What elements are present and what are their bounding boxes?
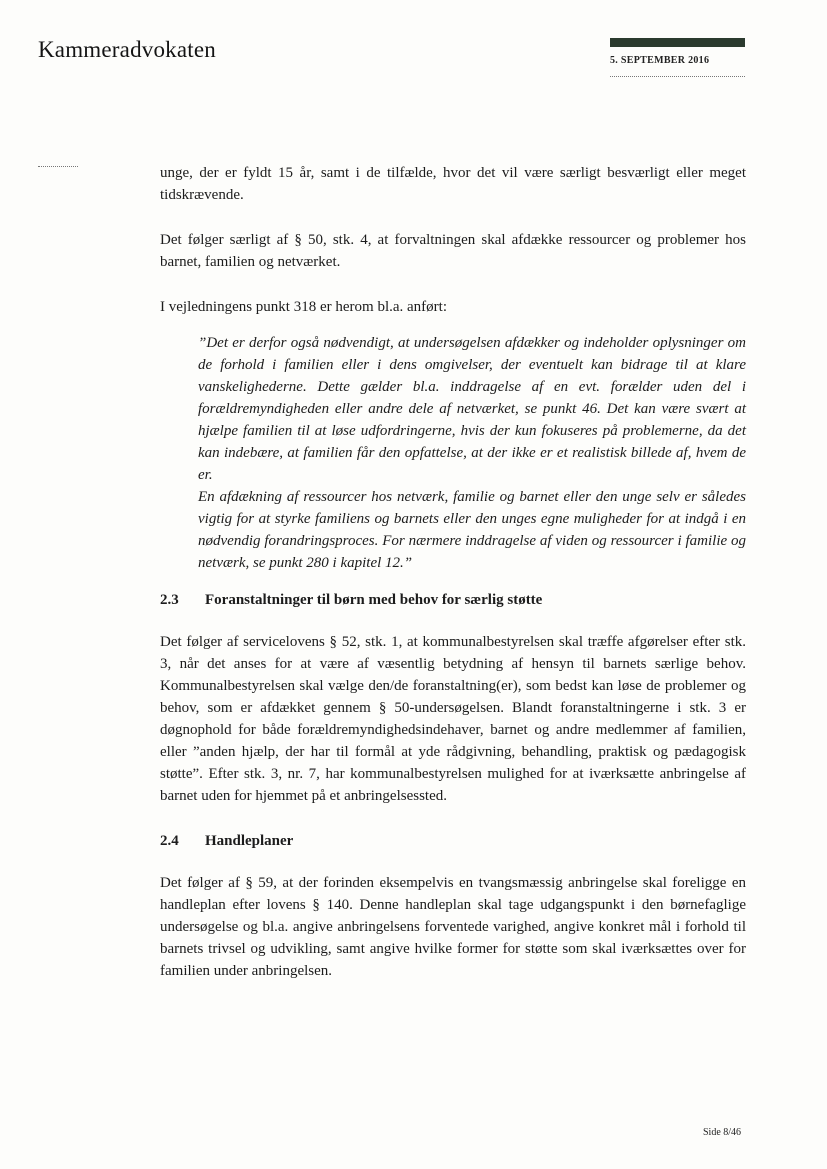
section-heading	[160, 589, 746, 611]
section-number: 2.3	[160, 592, 179, 608]
paragraph: unge, der er fyldt 15 år, samt i de tilfælde, hvor det vil være særligt besværligt eller meget tidskrævende.	[160, 165, 746, 203]
paragraph: I vejledningens punkt 318 er herom bl.a. anført:	[160, 299, 448, 315]
company-logo: Kammeradvokaten	[38, 37, 216, 62]
document-body	[160, 162, 746, 1005]
section-number: 2.4	[160, 833, 179, 849]
section-heading	[160, 830, 746, 852]
paragraph: Det følger af servicelovens § 52, stk. 1, at kommunalbestyrelsen skal træffe afgørelser efter stk. 3, når det anses for at være af væsentlig betydning af hensyn til barnets særlige behov. Kommunalbestyrelsen skal vælge den/de foranstaltning(er), som bedst kan løse de problemer og behov, som er afdækket gennem § 50-undersøgelsen. Blandt foranstaltningerne i stk. 3 er døgnophold for både forældremyndighedsindehaver, barnet og andre medlemmer af familien, eller ”anden hjælp, der har til formål at yde rådgivning, behandling, praktisk og pædagogisk støtte”. Efter stk. 3, nr. 7, har kommunalbestyrelsen mulighed for at iværksætte anbringelse af barnet uden for hjemmet på et anbringelsessted.	[160, 634, 746, 804]
quote-paragraph: En afdækning af ressourcer hos netværk, familie og barnet eller den unge selv er således vigtig for at styrke familiens og barnets eller den unges egne muligheder for at indgå i en nødvendig forandringsproces. For nærmere inddragelse af viden og ressourcer i familie og netværk, se punkt 280 i kapitel 12.”	[198, 489, 746, 571]
paragraph: Det følger af § 59, at der forinden eksempelvis en tvangsmæssig anbringelse skal foreligge en handleplan efter lovens § 140. Denne handleplan skal tage udgangspunkt i den børnefaglige undersøgelse og bl.a. angive anbringelsens forventede varighed, angive konkret mål i forhold til barnets trivsel og udvikling, samt angive hvilke former for støtte som skal iværksættes over for familien under anbringelsen.	[160, 875, 746, 979]
page-number: Side 8/46	[703, 1127, 742, 1138]
section-title: Handleplaner	[205, 833, 294, 849]
header-bar	[610, 38, 745, 47]
paragraph: Det følger særligt af § 50, stk. 4, at forvaltningen skal afdække ressourcer og problemer hos barnet, familien og netværket.	[160, 232, 746, 270]
block-quote	[198, 332, 746, 574]
section-title: Foranstaltninger til børn med behov for særlig støtte	[205, 592, 543, 608]
quote-paragraph: ”Det er derfor også nødvendigt, at undersøgelsen afdækker og indeholder oplysninger om de forhold i familien eller i dens omgivelser, der eventuelt kan bidrage til at klare vanskelighederne. Dette gælder bl.a. inddragelse af en evt. forælder uden del i forældremyndigheden eller andre dele af netværket, se punkt 46. Det kan være svært at hjælpe familien til at løse udfordringerne, hvis der kun fokuseres på problemerne, da det kan indebære, at familien får den opfattelse, at der ikke er et realistisk billede af, hvem de er.	[198, 335, 746, 483]
date-divider	[610, 76, 745, 77]
margin-divider	[38, 166, 78, 167]
document-date: 5. SEPTEMBER 2016	[610, 55, 710, 66]
